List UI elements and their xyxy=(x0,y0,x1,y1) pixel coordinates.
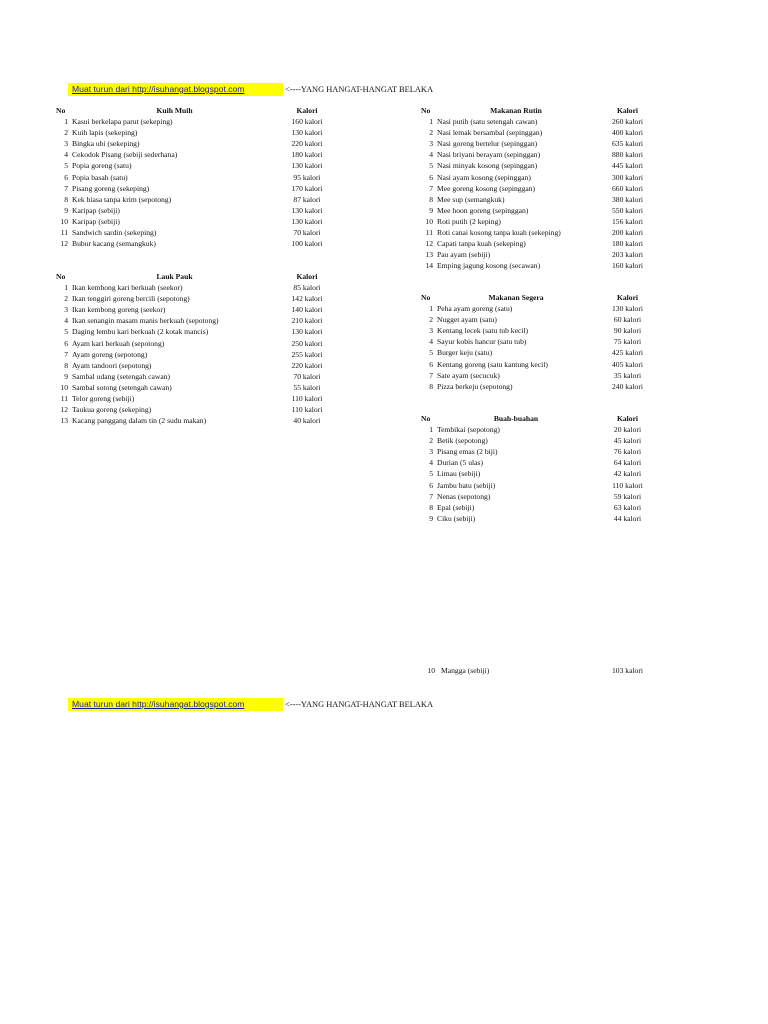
row-kalori: 425 kalori xyxy=(611,348,643,358)
row-no: 14 xyxy=(425,261,433,271)
table-row xyxy=(421,446,660,457)
row-item: Nasi ayam kosong (sepinggan) xyxy=(437,172,531,182)
row-item: Ayam tandoori (sepotong) xyxy=(72,360,152,370)
row-kalori: 130 kalori xyxy=(291,327,323,337)
row-kalori: 110 kalori xyxy=(612,480,643,490)
table-row xyxy=(56,216,337,227)
table-row xyxy=(56,293,337,304)
row-no: 5 xyxy=(429,469,433,479)
row-item: Cekodok Pisang (sebiji sederhana) xyxy=(72,150,178,160)
row-item: Betik (sepotong) xyxy=(437,436,488,446)
row-no: 5 xyxy=(64,161,68,171)
row-kalori: 130 kalori xyxy=(291,205,323,215)
table-row xyxy=(421,502,660,513)
row-item: Jambu batu (sebiji) xyxy=(437,480,496,490)
header-kalori: Kalori xyxy=(616,414,639,423)
row-kalori: 40 kalori xyxy=(293,416,321,426)
header-no: No xyxy=(421,414,431,423)
table-row xyxy=(421,513,660,524)
row-kalori: 42 kalori xyxy=(613,469,642,479)
row-no: 7 xyxy=(429,183,433,193)
top-banner xyxy=(68,83,433,96)
row-kalori: 240 kalori xyxy=(611,381,643,391)
row-kalori: 100 kalori xyxy=(291,239,323,249)
lauk-pauk-table xyxy=(56,271,337,426)
row-kalori: 203 kalori xyxy=(611,250,643,260)
table-row xyxy=(421,381,660,392)
table-row xyxy=(421,127,660,138)
row-item: Nugget ayam (satu) xyxy=(437,315,497,325)
row-kalori: 255 kalori xyxy=(291,349,323,359)
row-kalori: 110 kalori xyxy=(291,394,323,404)
table-row xyxy=(56,415,337,426)
row-kalori: 90 kalori xyxy=(613,326,642,336)
table-row xyxy=(56,205,337,216)
row-no: 2 xyxy=(64,128,68,138)
table-row xyxy=(421,424,660,435)
row-item: Ikan tenggiri goreng bercili (sepotong) xyxy=(72,294,190,304)
row-item: Telor goreng (sebiji) xyxy=(72,394,135,404)
row-item: Mangga (sebiji) xyxy=(441,666,490,675)
row-kalori: 95 kalori xyxy=(293,172,321,182)
row-kalori: 130 kalori xyxy=(611,304,643,314)
table-row xyxy=(56,194,337,205)
row-no: 8 xyxy=(64,194,68,204)
row-kalori: 140 kalori xyxy=(291,305,323,315)
row-no: 7 xyxy=(64,349,68,359)
table-row xyxy=(421,435,660,446)
row-kalori: 260 kalori xyxy=(611,117,643,127)
row-no: 10 xyxy=(425,216,433,226)
row-no: 3 xyxy=(64,305,68,315)
table-row xyxy=(421,359,660,370)
row-no: 3 xyxy=(429,326,433,336)
makanan-rutin-table xyxy=(421,105,660,271)
table-row xyxy=(56,160,337,171)
row-no: 3 xyxy=(429,139,433,149)
table-row xyxy=(421,149,660,160)
row-item: Pau ayam (sebiji) xyxy=(437,250,491,260)
row-kalori: 64 kalori xyxy=(613,458,642,468)
row-no: 3 xyxy=(429,447,433,457)
row-no: 4 xyxy=(429,458,433,468)
row-kalori: 400 kalori xyxy=(611,128,643,138)
header-kalori: Kalori xyxy=(296,272,318,281)
table-row xyxy=(56,338,337,349)
row-item: Nenas (sepotong) xyxy=(437,491,491,501)
header-kalori: Kalori xyxy=(616,106,639,115)
table-row xyxy=(56,326,337,337)
table-row xyxy=(421,325,660,336)
header-no: No xyxy=(421,293,431,302)
table-row xyxy=(421,216,660,227)
download-link[interactable]: Muat turun dari http://isuhangat.blogspot.com xyxy=(68,698,283,711)
row-no: 7 xyxy=(429,370,433,380)
table-row xyxy=(56,138,337,149)
bottom-banner xyxy=(68,698,433,711)
table-row xyxy=(56,304,337,315)
row-kalori: 210 kalori xyxy=(291,316,323,326)
table-row xyxy=(56,315,337,326)
row-item: Ciku (sebiji) xyxy=(437,513,476,523)
row-no: 9 xyxy=(429,205,433,215)
table-row xyxy=(421,303,660,314)
table-row xyxy=(421,183,660,194)
table-row xyxy=(421,347,660,358)
row-no: 10 xyxy=(427,666,435,675)
row-no: 1 xyxy=(429,425,433,435)
row-kalori: 130 kalori xyxy=(291,161,323,171)
row-no: 10 xyxy=(60,216,68,226)
download-link[interactable]: Muat turun dari http://isuhangat.blogspot.com xyxy=(68,83,283,96)
row-item: Capati tanpa kuah (sekeping) xyxy=(437,239,526,249)
row-kalori: 44 kalori xyxy=(613,513,642,523)
table-row xyxy=(56,404,337,415)
table-row xyxy=(56,127,337,138)
row-kalori: 130 kalori xyxy=(291,216,323,226)
row-kalori: 635 kalori xyxy=(611,139,643,149)
row-item: Popia goreng (satu) xyxy=(72,161,132,171)
row-item: Peha ayam goreng (satu) xyxy=(437,304,513,314)
row-kalori: 87 kalori xyxy=(293,194,321,204)
table-row xyxy=(56,282,337,293)
table-row xyxy=(56,360,337,371)
row-item: Nasi minyak kosong (sepinggan) xyxy=(437,161,538,171)
table-row xyxy=(56,393,337,404)
row-kalori: 85 kalori xyxy=(293,283,321,293)
row-item: Sandwich sardin (sekeping) xyxy=(72,228,157,238)
row-item: Sate ayam (secucuk) xyxy=(437,370,500,380)
row-kalori: 130 kalori xyxy=(291,128,323,138)
row-item: Kuih lapis (sekeping) xyxy=(72,128,138,138)
table-row xyxy=(421,116,660,127)
row-kalori: 63 kalori xyxy=(613,502,642,512)
row-kalori: 35 kalori xyxy=(613,370,642,380)
row-kalori: 380 kalori xyxy=(611,194,643,204)
header-buah-buahan: Buah-buahan xyxy=(493,414,539,423)
header-kuih-muih: Kuih Muih xyxy=(156,106,193,115)
header-makanan-rutin: Makanan Rutin xyxy=(490,106,542,115)
table-row xyxy=(56,382,337,393)
row-item: Nasi briyani berayam (sepinggan) xyxy=(437,150,541,160)
table-row xyxy=(421,172,660,183)
row-item: Popia basah (satu) xyxy=(72,172,128,182)
row-kalori: 76 kalori xyxy=(613,447,642,457)
row-kalori: 880 kalori xyxy=(611,150,643,160)
row-kalori: 103 kalori xyxy=(611,666,643,675)
row-item: Daging lembu kari berkuah (2 kotak mancis) xyxy=(72,327,209,337)
makanan-segera-table xyxy=(421,292,660,392)
row-no: 6 xyxy=(64,172,68,182)
row-item: Bubur kacang (semangkuk) xyxy=(72,239,156,249)
row-no: 8 xyxy=(429,381,433,391)
row-item: Pisang emas (2 biji) xyxy=(437,447,498,457)
row-item: Epal (sebiji) xyxy=(437,502,475,512)
row-no: 4 xyxy=(64,316,68,326)
table-row xyxy=(56,172,337,183)
row-kalori: 220 kalori xyxy=(291,360,323,370)
table-row xyxy=(421,249,660,260)
row-kalori: 220 kalori xyxy=(291,139,323,149)
row-no: 6 xyxy=(429,172,433,182)
row-no: 7 xyxy=(64,183,68,193)
row-kalori: 110 kalori xyxy=(291,405,323,415)
row-no: 10 xyxy=(60,382,68,392)
row-no: 6 xyxy=(429,359,433,369)
row-no: 8 xyxy=(429,502,433,512)
table-row xyxy=(421,457,660,468)
table-row xyxy=(421,205,660,216)
row-no: 4 xyxy=(429,337,433,347)
header-makanan-segera: Makanan Segera xyxy=(488,293,544,302)
row-item: Bingka ubi (sekeping) xyxy=(72,139,140,149)
row-no: 2 xyxy=(429,128,433,138)
row-item: Limau (sebiji) xyxy=(437,469,481,479)
header-no: No xyxy=(421,106,431,115)
row-no: 5 xyxy=(429,348,433,358)
row-kalori: 70 kalori xyxy=(293,371,321,381)
row-item: Roti canai kosong tanpa kuah (sekeping) xyxy=(437,228,561,238)
row-item: Pizza berkeju (sepotong) xyxy=(437,381,513,391)
row-item: Durian (5 ulas) xyxy=(437,458,483,468)
row-item: Ikan senangin masam manis berkuah (sepotong) xyxy=(72,316,219,326)
kuih-muih-table xyxy=(56,105,337,249)
row-item: Tembikai (sepotong) xyxy=(437,425,500,435)
row-item: Burger keju (satu) xyxy=(437,348,493,358)
table-row xyxy=(421,480,660,491)
table-row xyxy=(421,336,660,347)
header-lauk-pauk: Lauk Pauk xyxy=(156,272,193,281)
row-item: Mee goreng kosong (sepinggan) xyxy=(437,183,536,193)
row-kalori: 60 kalori xyxy=(613,315,642,325)
row-item: Kentang goreng (satu kantung kecil) xyxy=(437,359,548,369)
row-kalori: 250 kalori xyxy=(291,338,323,348)
row-no: 9 xyxy=(64,205,68,215)
row-no: 2 xyxy=(429,436,433,446)
row-no: 13 xyxy=(60,416,68,426)
banner-tagline: <----YANG HANGAT-HANGAT BELAKA xyxy=(285,85,434,94)
row-kalori: 160 kalori xyxy=(611,261,643,271)
header-no: No xyxy=(56,272,66,281)
table-row xyxy=(56,116,337,127)
row-item: Mee sup (semangkuk) xyxy=(437,194,505,204)
row-kalori: 300 kalori xyxy=(611,172,643,182)
table-row xyxy=(421,194,660,205)
row-item: Nasi goreng bertelur (sepinggan) xyxy=(437,139,538,149)
row-kalori: 445 kalori xyxy=(611,161,643,171)
table-row xyxy=(421,238,660,249)
table-row xyxy=(56,183,337,194)
row-no: 6 xyxy=(429,480,433,490)
row-kalori: 75 kalori xyxy=(613,337,642,347)
row-no: 1 xyxy=(429,117,433,127)
table-row xyxy=(56,149,337,160)
row-kalori: 142 kalori xyxy=(291,294,323,304)
header-kalori: Kalori xyxy=(616,293,639,302)
row-no: 1 xyxy=(64,283,68,293)
row-no: 7 xyxy=(429,491,433,501)
row-no: 1 xyxy=(64,117,68,127)
table-row xyxy=(421,138,660,149)
row-kalori: 180 kalori xyxy=(611,239,643,249)
row-item: Nasi putih (satu setengah cawan) xyxy=(437,117,538,127)
row-item: Sayur kobis hancur (satu tub) xyxy=(437,337,527,347)
row-item: Ayam kari berkuah (sepotong) xyxy=(72,338,165,348)
row-kalori: 405 kalori xyxy=(611,359,643,369)
row-no: 2 xyxy=(64,294,68,304)
row-no: 2 xyxy=(429,315,433,325)
row-item: Ikan kembong kari berkuah (seekor) xyxy=(72,283,183,293)
row-item: Ayam goreng (sepotong) xyxy=(72,349,148,359)
table-row xyxy=(421,370,660,381)
row-item: Karipap (sebiji) xyxy=(72,216,120,226)
row-no: 12 xyxy=(425,239,433,249)
row-no: 1 xyxy=(429,304,433,314)
row-no: 9 xyxy=(64,371,68,381)
row-no: 6 xyxy=(64,338,68,348)
table-row xyxy=(421,314,660,325)
row-item: Sambal udang (setengah cawan) xyxy=(72,371,171,381)
row-item: Kacang panggang dalam tin (2 sudu makan) xyxy=(72,416,207,426)
row-no: 11 xyxy=(60,228,68,238)
row-item: Sambal sotong (setengah cawan) xyxy=(72,382,172,392)
row-kalori: 170 kalori xyxy=(291,183,323,193)
row-no: 4 xyxy=(429,150,433,160)
row-item: Nasi lemak bersambal (sepinggan) xyxy=(437,128,543,138)
header-no: No xyxy=(56,106,66,115)
buah-buahan-table xyxy=(421,413,660,524)
row-no: 8 xyxy=(64,360,68,370)
table-row xyxy=(56,349,337,360)
row-item: Kentang lecek (satu tub kecil) xyxy=(437,326,529,336)
row-kalori: 55 kalori xyxy=(293,382,321,392)
table-row xyxy=(421,160,660,171)
row-kalori: 45 kalori xyxy=(613,436,642,446)
row-no: 8 xyxy=(429,194,433,204)
table-row xyxy=(56,227,337,238)
row-no: 5 xyxy=(429,161,433,171)
row-no: 12 xyxy=(60,239,68,249)
row-kalori: 160 kalori xyxy=(291,117,323,127)
banner-tagline: <----YANG HANGAT-HANGAT BELAKA xyxy=(285,700,434,709)
row-kalori: 180 kalori xyxy=(291,150,323,160)
row-item: Karipap (sebiji) xyxy=(72,205,120,215)
table-row xyxy=(421,227,660,238)
row-no: 11 xyxy=(425,228,433,238)
row-no: 4 xyxy=(64,150,68,160)
row-kalori: 59 kalori xyxy=(613,491,642,501)
table-row xyxy=(421,260,660,271)
table-row xyxy=(421,491,660,502)
row-kalori: 70 kalori xyxy=(293,228,321,238)
table-row xyxy=(56,238,337,249)
row-item: Pisang goreng (sekeping) xyxy=(72,183,150,193)
row-no: 13 xyxy=(425,250,433,260)
row-item: Kasui berkelapa parut (sekeping) xyxy=(72,117,173,127)
table-row xyxy=(56,371,337,382)
row-kalori: 156 kalori xyxy=(611,216,643,226)
header-kalori: Kalori xyxy=(296,106,318,115)
row-item: Taukua goreng (sekeping) xyxy=(72,405,152,415)
row-item: Kek biasa tanpa krim (sepotong) xyxy=(72,194,172,204)
row-no: 12 xyxy=(60,405,68,415)
row-no: 3 xyxy=(64,139,68,149)
row-no: 5 xyxy=(64,327,68,337)
row-item: Emping jagung kosong (secawan) xyxy=(437,261,541,271)
row-item: Roti putih (2 keping) xyxy=(437,216,501,226)
row-item: Ikan kembong goreng (seekor) xyxy=(72,305,166,315)
row-item: Mee hoon goreng (sepinggan) xyxy=(437,205,529,215)
row-kalori: 20 kalori xyxy=(613,425,642,435)
row-kalori: 660 kalori xyxy=(611,183,643,193)
row-kalori: 200 kalori xyxy=(611,228,643,238)
row-kalori: 550 kalori xyxy=(611,205,643,215)
row-no: 11 xyxy=(60,394,68,404)
table-row xyxy=(421,468,660,479)
row-no: 9 xyxy=(429,513,433,523)
